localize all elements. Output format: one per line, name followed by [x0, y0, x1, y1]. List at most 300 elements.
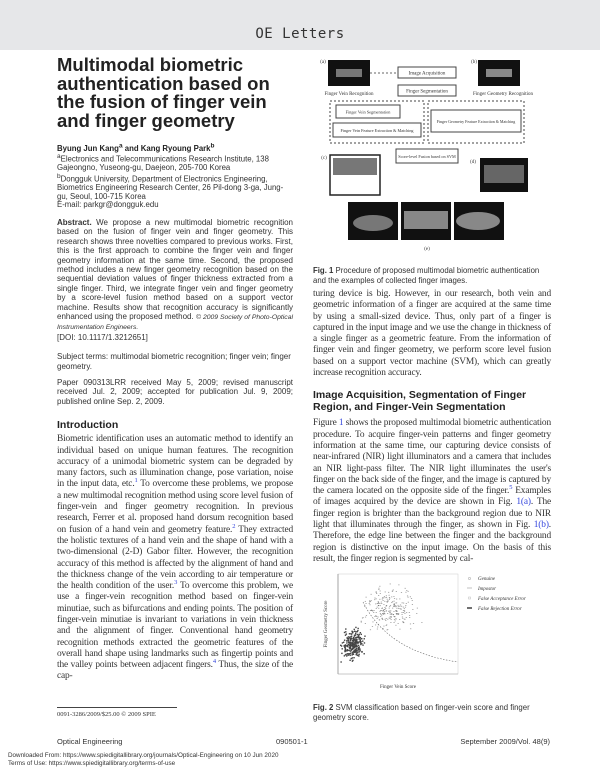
genuine-point	[348, 654, 349, 655]
legend-fre: False Rejection Error	[478, 607, 522, 612]
genuine-point	[358, 645, 359, 646]
impostor-point	[377, 629, 378, 630]
impostor-point	[384, 611, 385, 612]
author-1: Byung Jun Kang	[57, 143, 119, 153]
impostor-point	[380, 593, 381, 594]
text: shows the proposed multimodal biometric authentication procedure. To acquire finger-vein patterns and finger geometry information at the same time, our capturing device consists of near-infrared (NIR) light illuminators and a camera that includes an NIR light-pass filter. The NIR light illuminates the user's finger on the back side of the finger, and the image is captured by the camera located on the opposite side of the finger.	[313, 418, 551, 497]
impostor-point	[395, 610, 396, 611]
genuine-point	[357, 630, 358, 631]
genuine-point	[348, 639, 349, 640]
impostor-point	[384, 619, 385, 620]
finger-shape	[486, 69, 512, 77]
impostor-point	[382, 628, 383, 629]
panel-label-c: (c)	[321, 156, 327, 161]
genuine-point	[343, 642, 344, 643]
genuine-point	[359, 634, 360, 635]
impostor-point	[373, 610, 374, 611]
impostor-point	[395, 603, 396, 604]
impostor-point	[383, 610, 384, 611]
impostor-point	[378, 602, 379, 603]
impostor-point	[396, 608, 397, 609]
impostor-point	[404, 619, 405, 620]
email[interactable]: E-mail: parkgr@dongguk.edu	[57, 200, 159, 210]
genuine-point	[360, 632, 361, 633]
impostor-point	[374, 616, 375, 617]
abstract	[57, 218, 293, 342]
impostor-point	[393, 622, 394, 623]
genuine-point	[361, 643, 362, 644]
genuine-point	[358, 651, 359, 652]
article-title: Multimodal biometric authentication based on the fusion of finger vein and finger geometry	[57, 54, 270, 131]
impostor-point	[417, 608, 418, 609]
impostor-point	[402, 617, 403, 618]
section-2-paragraph	[313, 418, 551, 565]
impostor-point	[376, 593, 377, 594]
impostor-point	[398, 608, 399, 609]
impostor-point	[378, 605, 379, 606]
impostor-point	[404, 610, 405, 611]
doi[interactable]: [DOI: 10.1117/1.3212651]	[57, 332, 148, 342]
subject-terms: Subject terms: multimodal biometric recognition; finger vein; finger geometry.	[57, 352, 291, 371]
impostor-point	[364, 606, 365, 607]
impostor-point	[406, 617, 407, 618]
genuine-point	[341, 645, 342, 646]
impostor-point	[372, 622, 373, 623]
impostor-point	[399, 629, 400, 630]
impostor-point	[393, 614, 394, 615]
impostor-point	[399, 619, 400, 620]
impostor-point	[421, 622, 422, 623]
impostor-point	[387, 630, 388, 631]
impostor-point	[380, 610, 381, 611]
affiliation-b: Dongguk University, Department of Electronics Engineering, Biometrics Engineering Research Center, 26 Pil-dong 3-ga, Jung-gu, Seoul, 100-715 Korea	[57, 174, 284, 201]
impostor-point	[383, 600, 384, 601]
impostor-point	[396, 606, 397, 607]
impostor-point	[402, 618, 403, 619]
impostor-point	[384, 598, 385, 599]
impostor-point	[375, 604, 376, 605]
impostor-point	[379, 599, 380, 600]
impostor-point	[401, 606, 402, 607]
footer-journal: Optical Engineering	[57, 737, 123, 746]
legend-fae: False Acceptance Error	[478, 597, 526, 602]
figure-2-scatter	[318, 572, 558, 698]
impostor-point	[371, 600, 372, 601]
panel-label-d: (d)	[470, 160, 476, 165]
authors: Byung Jun Kang$^a$ and Kang Ryoung Park$^b$	[57, 142, 215, 153]
impostor-point	[392, 601, 393, 602]
impostor-point	[385, 608, 386, 609]
genuine-point	[352, 657, 353, 658]
genuine-point	[344, 645, 345, 646]
x-axis-label: Finger Vein Score	[379, 685, 417, 690]
impostor-point	[403, 612, 404, 613]
genuine-point	[354, 631, 355, 632]
genuine-point	[355, 637, 356, 638]
impostor-point	[365, 603, 366, 604]
genuine-point	[344, 640, 345, 641]
paper-history: Paper 090313LRR received May 5, 2009; revised manuscript received Jul. 2, 2009; accepted for publication Jul. 9, 2009; published online Sep. 2, 2009.	[57, 378, 293, 406]
impostor-point	[416, 613, 417, 614]
impostor-point	[376, 608, 377, 609]
impostor-point	[376, 592, 377, 593]
genuine-point	[352, 652, 353, 653]
genuine-point	[357, 634, 358, 635]
impostor-point	[407, 597, 408, 598]
impostor-point	[361, 621, 362, 622]
impostor-point	[387, 601, 388, 602]
genuine-point	[347, 638, 348, 639]
impostor-point	[380, 591, 381, 592]
genuine-point	[353, 644, 354, 645]
genuine-point	[353, 657, 354, 658]
impostor-point	[376, 612, 377, 613]
impostor-point	[397, 613, 398, 614]
legend-genuine: Genuine	[478, 577, 495, 582]
genuine-point	[355, 633, 356, 634]
impostor-point	[392, 591, 393, 592]
figure-2-caption	[313, 703, 551, 722]
impostor-point	[389, 612, 390, 613]
panel-label-e: (e)	[424, 247, 430, 252]
impostor-point	[382, 619, 383, 620]
impostor-point	[386, 606, 387, 607]
ref-link[interactable]: 1	[134, 477, 138, 485]
genuine-point	[354, 629, 355, 630]
finger-vein-recognition-label: Finger Vein Recognition	[324, 92, 374, 97]
box-label: Score-level Fusion based on SVM	[398, 154, 456, 159]
impostor-point	[365, 601, 366, 602]
impostor-point	[398, 605, 399, 606]
impostor-point	[394, 619, 395, 620]
impostor-point	[376, 592, 377, 593]
impostor-point	[398, 614, 399, 615]
impostor-point	[393, 590, 394, 591]
journal-prefix: OE	[255, 26, 283, 42]
box-label: Finger Vein Feature Extraction & Matching	[340, 128, 414, 133]
ref-link[interactable]: 5	[509, 484, 513, 492]
impostor-point	[392, 608, 393, 609]
impostor-point	[369, 602, 370, 603]
impostor-point	[393, 596, 394, 597]
genuine-point	[347, 653, 348, 654]
genuine-point	[360, 642, 361, 643]
impostor-point	[369, 603, 370, 604]
genuine-point	[355, 652, 356, 653]
impostor-point	[383, 609, 384, 610]
box-label: Image Acquisition	[408, 71, 446, 77]
text: Figure	[313, 418, 339, 429]
impostor-point	[389, 598, 390, 599]
author-2: and Kang Ryoung Park	[122, 143, 211, 153]
ref-link[interactable]: 2	[232, 522, 236, 530]
genuine-point	[361, 638, 362, 639]
genuine-point	[352, 660, 353, 661]
impostor-point	[402, 603, 403, 604]
abstract-copyright: © 2009 Society of Photo-Optical Instrumentation Engineers.	[57, 314, 293, 332]
genuine-point	[364, 635, 365, 636]
legend-marker	[469, 597, 471, 599]
genuine-point	[347, 650, 348, 651]
genuine-point	[342, 648, 343, 649]
impostor-point	[399, 608, 400, 609]
genuine-point	[360, 637, 361, 638]
impostor-point	[371, 610, 372, 611]
genuine-point	[348, 636, 349, 637]
impostor-point	[406, 603, 407, 604]
impostor-point	[372, 611, 373, 612]
genuine-point	[355, 631, 356, 632]
impostor-point	[403, 603, 404, 604]
genuine-point	[355, 646, 356, 647]
panel-label-b: (b)	[471, 60, 477, 65]
footer-page: 090501-1	[276, 737, 308, 746]
genuine-point	[356, 639, 357, 640]
impostor-point	[388, 611, 389, 612]
impostor-point	[395, 621, 396, 622]
genuine-point	[360, 641, 361, 642]
impostor-point	[398, 585, 399, 586]
impostor-point	[379, 586, 380, 587]
genuine-point	[353, 646, 354, 647]
panel-label-a: (a)	[320, 60, 326, 65]
impostor-point	[409, 617, 410, 618]
download-line[interactable]: Downloaded From: https://www.spiedigitallibrary.org/journals/Optical-Engineering on 10 Jun 2020	[8, 752, 279, 759]
genuine-point	[351, 636, 352, 637]
impostor-point	[399, 599, 400, 600]
genuine-point	[347, 645, 348, 646]
terms-line[interactable]: Terms of Use: https://www.spiedigitallibrary.org/terms-of-use	[8, 759, 176, 767]
impostor-point	[412, 609, 413, 610]
impostor-point	[396, 613, 397, 614]
impostor-point	[389, 611, 390, 612]
impostor-point	[398, 623, 399, 624]
impostor-point	[407, 596, 408, 597]
impostor-point	[396, 591, 397, 592]
download-notice	[8, 752, 278, 768]
impostor-point	[387, 599, 388, 600]
header-band	[0, 0, 600, 50]
impostor-point	[400, 605, 401, 606]
impostor-point	[375, 625, 376, 626]
genuine-point	[349, 637, 350, 638]
genuine-point	[352, 640, 353, 641]
impostor-point	[384, 601, 385, 602]
impostor-point	[390, 618, 391, 619]
impostor-point	[378, 608, 379, 609]
impostor-point	[395, 618, 396, 619]
legend-marker	[468, 577, 470, 579]
figure-1	[318, 55, 550, 260]
impostor-point	[399, 606, 400, 607]
impostor-point	[408, 602, 409, 603]
impostor-point	[406, 590, 407, 591]
genuine-point	[357, 655, 358, 656]
impostor-point	[413, 623, 414, 624]
impostor-point	[406, 612, 407, 613]
impostor-point	[408, 591, 409, 592]
impostor-point	[382, 597, 383, 598]
impostor-point	[404, 613, 405, 614]
impostor-point	[385, 620, 386, 621]
genuine-point	[349, 660, 350, 661]
impostor-point	[403, 622, 404, 623]
impostor-point	[378, 595, 379, 596]
genuine-point	[351, 654, 352, 655]
genuine-point	[357, 651, 358, 652]
impostor-point	[405, 592, 406, 593]
abstract-text: We propose a new multimodal biometric recognition based on the fusion of finger vein and finger geometry. This research shows three novelties compared to previous works. First, this is the first approach to combine the finger vein and finger geometry information at the same time. Second, the proposed method includes a new finger geometry recognition based on the sequential deviation values of finger thickness extracted from a single finger. Third, we integrate finger vein and finger geometry by a score-level fusion method based on a support vector machine. Results show that recognition accuracy is significantly enhanced using the proposed method.	[57, 217, 293, 321]
caption-label: Fig. 1	[313, 266, 334, 275]
impostor-point	[388, 592, 389, 593]
impostor-point	[396, 611, 397, 612]
copyright-line: 0091-3286/2009/$25.00 © 2009 SPIE	[57, 711, 156, 718]
box-label: Finger Vein Segmentation	[345, 109, 391, 115]
affiliation-a: Electronics and Telecommunications Research Institute, 138 Gajeongno, Yuseong-gu, Daejeon, 205-700 Korea	[57, 154, 269, 173]
impostor-point	[410, 629, 411, 630]
genuine-point	[361, 651, 362, 652]
impostor-point	[396, 614, 397, 615]
impostor-point	[403, 622, 404, 623]
genuine-point	[350, 645, 351, 646]
genuine-point	[349, 655, 350, 656]
impostor-point	[389, 608, 390, 609]
impostor-point	[362, 618, 363, 619]
impostor-point	[398, 606, 399, 607]
impostor-point	[371, 594, 372, 595]
impostor-point	[389, 595, 390, 596]
left-column	[57, 56, 293, 683]
impostor-point	[376, 616, 377, 617]
impostor-point	[389, 606, 390, 607]
genuine-point	[359, 638, 360, 639]
genuine-point	[354, 635, 355, 636]
impostor-point	[391, 614, 392, 615]
impostor-point	[381, 603, 382, 604]
impostor-point	[386, 597, 387, 598]
y-axis-label: Finger Geometry Score	[324, 600, 329, 648]
impostor-point	[393, 616, 394, 617]
impostor-point	[374, 599, 375, 600]
caption-text: Procedure of proposed multimodal biometric authentication and the examples of collected finger images.	[313, 266, 540, 285]
impostor-point	[391, 597, 392, 598]
genuine-point	[354, 640, 355, 641]
genuine-point	[345, 650, 346, 651]
genuine-point	[341, 653, 342, 654]
genuine-point	[358, 654, 359, 655]
impostor-point	[383, 604, 384, 605]
impostor-point	[390, 584, 391, 585]
impostor-point	[391, 616, 392, 617]
genuine-point	[359, 646, 360, 647]
genuine-point	[364, 642, 365, 643]
genuine-point	[348, 650, 349, 651]
genuine-point	[354, 650, 355, 651]
impostor-point	[390, 613, 391, 614]
impostor-point	[365, 617, 366, 618]
impostor-point	[366, 597, 367, 598]
footnote-rule	[57, 707, 177, 708]
box-label: Finger Segmentation	[406, 89, 448, 95]
figure-link[interactable]: 1(b)	[533, 520, 549, 531]
impostor-point	[372, 626, 373, 627]
impostor-point	[377, 627, 378, 628]
genuine-point	[340, 661, 341, 662]
impostor-point	[410, 624, 411, 625]
ref-link[interactable]: 3	[174, 578, 178, 586]
impostor-point	[410, 597, 411, 598]
impostor-point	[381, 602, 382, 603]
impostor-point	[383, 614, 384, 615]
impostor-point	[405, 607, 406, 608]
impostor-point	[409, 615, 410, 616]
genuine-point	[363, 653, 364, 654]
impostor-point	[385, 592, 386, 593]
genuine-point	[350, 638, 351, 639]
impostor-point	[382, 619, 383, 620]
impostor-point	[378, 601, 379, 602]
figure-link[interactable]: 1	[338, 418, 344, 429]
impostor-point	[378, 606, 379, 607]
figure-link[interactable]: 1(a)	[516, 497, 531, 508]
genuine-point	[358, 649, 359, 650]
impostor-point	[395, 605, 396, 606]
caption-text: SVM classification based on finger-vein score and finger geometry score.	[313, 703, 530, 722]
impostor-point	[381, 615, 382, 616]
impostor-point	[370, 630, 371, 631]
right-column	[313, 289, 551, 565]
text: . The finger region is brighter than the background region due to NIR light that illuminates through the finger, as shown in Fig.	[313, 497, 551, 531]
impostor-point	[380, 605, 381, 606]
impostor-point	[381, 608, 382, 609]
impostor-point	[409, 612, 410, 613]
impostor-point	[405, 588, 406, 589]
impostor-point	[382, 608, 383, 609]
impostor-point	[383, 626, 384, 627]
impostor-point	[389, 599, 390, 600]
impostor-point	[396, 599, 397, 600]
impostor-point	[377, 603, 378, 604]
impostor-point	[393, 611, 394, 612]
legend-impostor: Impostor	[478, 587, 497, 592]
impostor-point	[402, 621, 403, 622]
impostor-point	[391, 619, 392, 620]
genuine-point	[355, 627, 356, 628]
impostor-point	[412, 604, 413, 605]
genuine-point	[357, 628, 358, 629]
genuine-point	[355, 649, 356, 650]
impostor-point	[365, 623, 366, 624]
abstract-label: Abstract.	[57, 217, 92, 227]
impostor-point	[386, 602, 387, 603]
impostor-point	[405, 605, 406, 606]
plot-area	[338, 574, 458, 674]
genuine-point	[345, 631, 346, 632]
impostor-point	[379, 611, 380, 612]
text: They extracted the holistic textures of a hand vein and the shape of hand with a two-dimensional (2-D) Gabor filter. However, the recognition accuracy of this method is affected by the alignment of hand and the thickness change of the vein according to air temperature or the health condition of the user.	[57, 524, 293, 592]
impostor-point	[386, 611, 387, 612]
ref-link[interactable]: 4	[212, 658, 216, 666]
impostor-point	[401, 612, 402, 613]
impostor-point	[382, 618, 383, 619]
genuine-point	[352, 632, 353, 633]
impostor-point	[403, 610, 404, 611]
impostor-point	[387, 613, 388, 614]
impostor-point	[378, 588, 379, 589]
impostor-point	[382, 599, 383, 600]
impostor-point	[391, 613, 392, 614]
genuine-point	[362, 640, 363, 641]
